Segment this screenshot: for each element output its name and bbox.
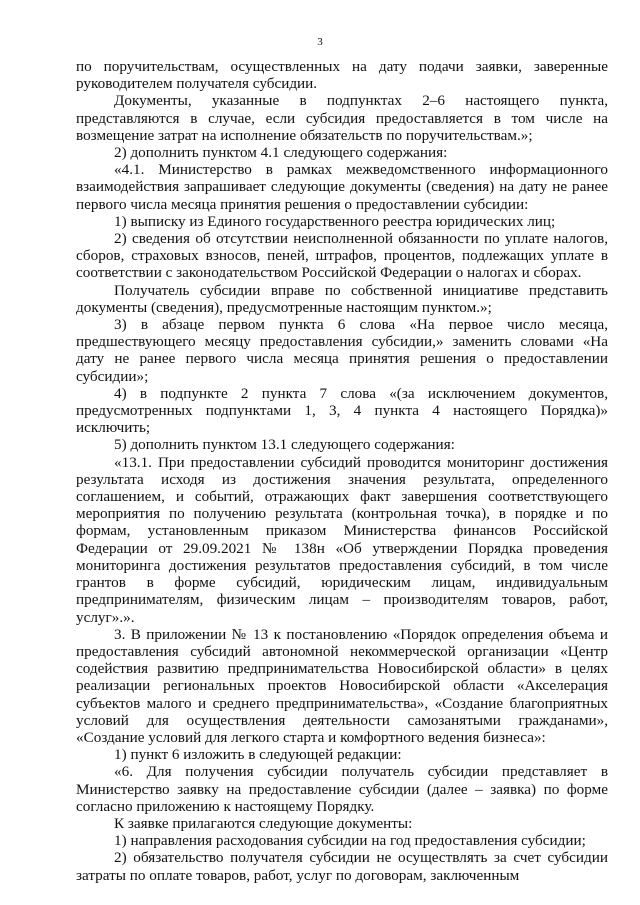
- paragraph: К заявке прилагаются следующие документы:: [114, 814, 413, 832]
- paragraph: 1) выписку из Единого государственного реестра юридических лиц;: [114, 212, 556, 230]
- paragraph: 3) в абзаце первом пункта 6 слова «На первое число месяца, предшествующего месяцу предоставления субсидии,» заменить словами «На дату не ранее первого числа месяца принятия решения о предоставлении субсидии»;: [76, 316, 608, 385]
- paragraph: 2) сведения об отсутствии неисполненной обязанности по уплате налогов, сборов, страховых взносов, пеней, штрафов, процентов, подлежащих уплате в соответствии с законодательством Российской Федерации о налогах и сборах.: [76, 230, 608, 282]
- paragraph: 3. В приложении № 13 к постановлению «Порядок определения объема и предоставления субсидий автономной некоммерческой организации «Центр содействия развитию предпринимательства Новосибирской области» в целях реализации региональных проектов Новосибирской области «Акселерация субъектов малого и среднего предпринимательства», «Создание благоприятных условий для осуществления деятельности самозанятыми гражданами», «Создание условий для легкого старта и комфортного ведения бизнеса»:: [76, 625, 608, 746]
- page-number: 3: [317, 36, 323, 48]
- paragraph: по поручительствам, осуществленных на дату подачи заявки, заверенные руководителем получателя субсидии.: [76, 58, 608, 93]
- paragraph: Получатель субсидии вправе по собственной инициативе представить документы (сведения), предусмотренные настоящим пунктом.»;: [76, 281, 608, 316]
- paragraph: 2) дополнить пунктом 4.1 следующего содержания:: [114, 144, 448, 162]
- paragraph: 5) дополнить пунктом 13.1 следующего содержания:: [114, 436, 455, 454]
- paragraph: 4) в подпункте 2 пункта 7 слова «(за исключением документов, предусмотренных подпунктами 1, 3, 4 пункта 4 настоящего Порядка)» исключить;: [76, 384, 608, 437]
- paragraph: «13.1. При предоставлении субсидий проводится мониторинг достижения результата исходя из достижения значения результата, определенного соглашением, и событий, отражающих факт завершения соответствующего мероприятия по получению результата (контрольная точка), в порядке и по формам, установленным приказом Министерства финансов Российской Федерации от 29.09.2021 № 138н «Об утверждении Порядка проведения мониторинга достижения результатов предоставления субсидий, в том числе грантов в форме субсидий, юридическим лицам, индивидуальным предпринимателям, физическим лицам – производителям товаров, работ, услуг».».: [76, 453, 608, 626]
- paragraph: 2) обязательство получателя субсидии не осуществлять за счет субсидии затраты по оплате товаров, работ, услуг по договорам, заключенным: [76, 849, 608, 884]
- paragraph: 1) направления расходования субсидии на год предоставления субсидии;: [114, 832, 586, 850]
- paragraph: Документы, указанные в подпунктах 2–6 настоящего пункта, представляются в случае, если субсидия предоставляется в том числе на возмещение затрат на исполнение обязательств по поручительствам.»;: [76, 92, 608, 144]
- document-body: [76, 58, 608, 884]
- paragraph: «4.1. Министерство в рамках межведомственного информационного взаимодействия запрашивает следующие документы (сведения) на дату не ранее первого числа месяца принятия решения о предоставлении субсидии:: [76, 161, 608, 213]
- paragraph: 1) пункт 6 изложить в следующей редакции:: [114, 746, 402, 764]
- paragraph: «6. Для получения субсидии получатель субсидии представляет в Министерство заявку на предоставление субсидии (далее – заявка) по форме согласно приложению к настоящему Порядку.: [76, 763, 608, 815]
